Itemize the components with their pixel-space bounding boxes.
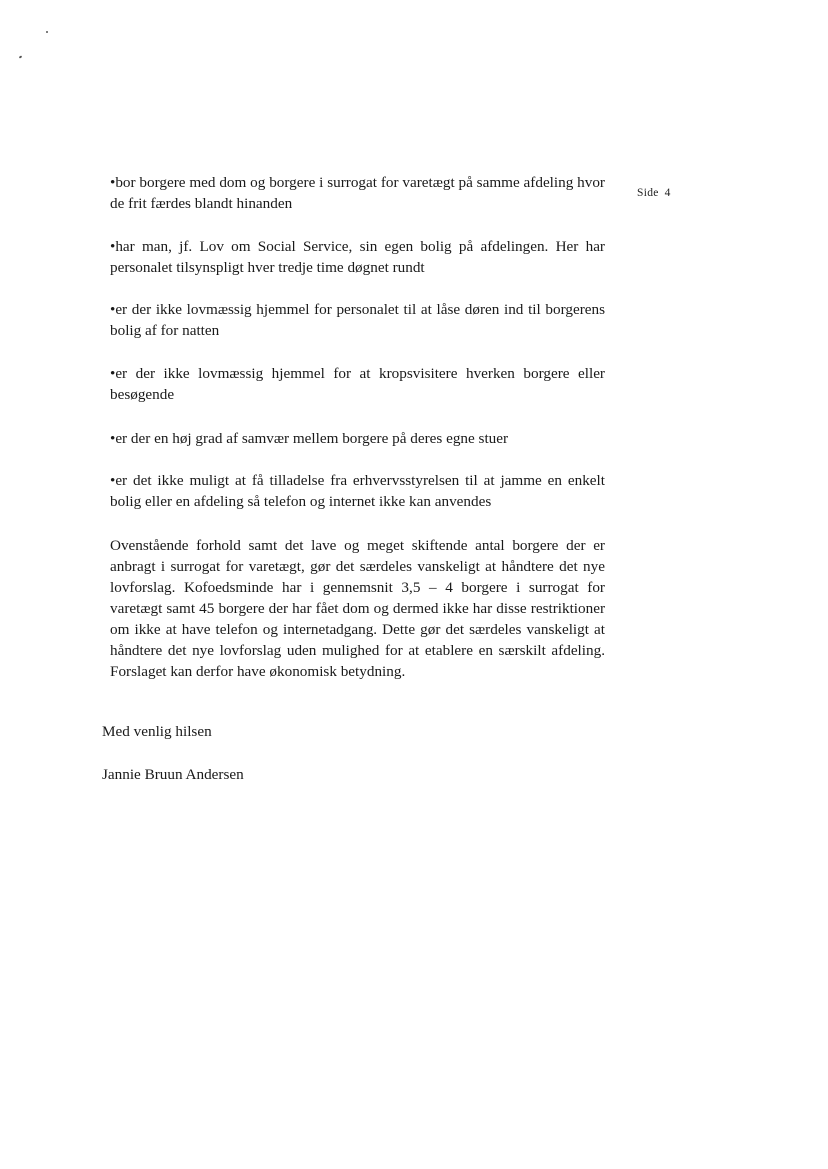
body-paragraph: Ovenstående forhold samt det lave og meget skiftende antal borgere der er anbragt i surrogat for varetægt, gør det særdeles vanskeligt at håndtere det nye lovforslag. Kofoedsminde har i gennemsnit 3,5 – 4 borgere i surrogat for varetægt samt 45 borgere der har fået dom og dermed ikke har disse restriktioner om ikke at have telefon og internetadgang. Dette gør det særdeles vanskeligt at håndtere det nye lovforslag uden mulighed for at etablere en særskilt afdeling. Forslaget kan derfor have økonomisk betydning. xyxy=(110,537,605,680)
bullet-item: •er der ikke lovmæssig hjemmel for personalet til at låse døren ind til borgerens bolig af for natten xyxy=(110,301,605,339)
scan-speck xyxy=(46,31,48,33)
page-number xyxy=(637,187,671,199)
bullet-item: •er der ikke lovmæssig hjemmel for at kropsvisitere hverken borgere eller besøgende xyxy=(110,365,605,403)
closing-greeting: Med venlig hilsen xyxy=(102,723,212,740)
scan-speck xyxy=(19,55,23,58)
bullet-item: •er det ikke muligt at få tilladelse fra erhvervsstyrelsen til at jamme en enkelt bolig eller en afdeling så telefon og internet ikke kan anvendes xyxy=(110,472,605,510)
bullet-item: •har man, jf. Lov om Social Service, sin egen bolig på afdelingen. Her har personalet tilsynspligt hver tredje time døgnet rundt xyxy=(110,238,605,276)
bullet-item: •er der en høj grad af samvær mellem borgere på deres egne stuer xyxy=(110,430,509,447)
page-number-value: 4 xyxy=(664,187,671,199)
signature-name: Jannie Bruun Andersen xyxy=(102,766,244,783)
bullet-item: •bor borgere med dom og borgere i surrogat for varetægt på samme afdeling hvor de frit færdes blandt hinanden xyxy=(110,174,605,212)
page-label: Side xyxy=(637,187,659,199)
